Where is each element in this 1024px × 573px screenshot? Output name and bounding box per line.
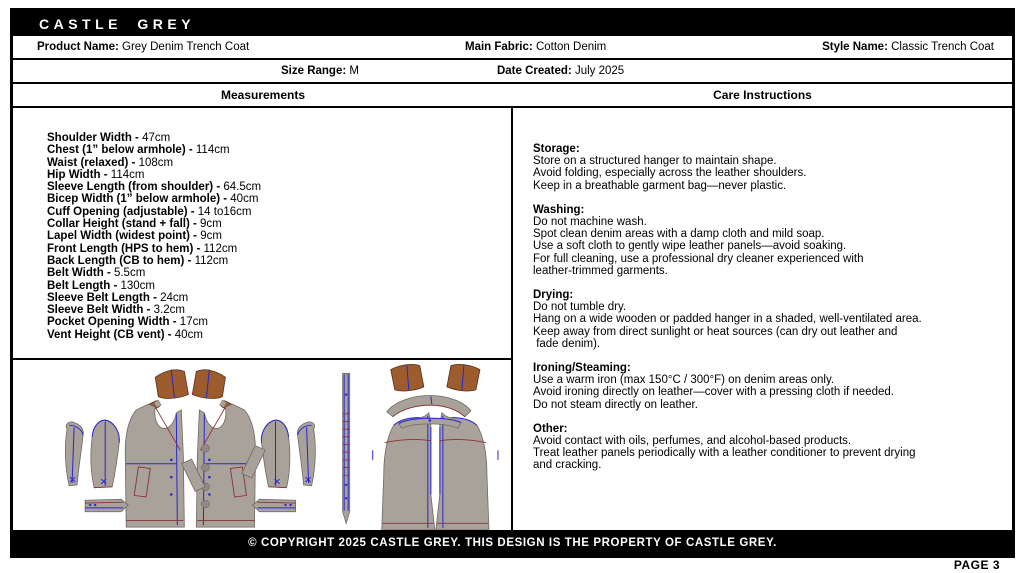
measurement-value: 114cm xyxy=(110,168,145,181)
care-section-title: Ironing/Steaming: xyxy=(533,362,631,375)
measurement-line xyxy=(47,304,511,316)
front-pattern-left-half xyxy=(65,370,188,528)
measurement-label: Collar Height (stand + fall) - xyxy=(47,218,201,231)
care-section-lines xyxy=(533,155,1012,192)
care-section-other xyxy=(533,423,1012,472)
waist-belt-piece xyxy=(343,373,350,523)
style-name-field xyxy=(795,41,1012,53)
main-fabric-value: Cotton Denim xyxy=(535,41,607,53)
back-pattern-left-half xyxy=(373,364,435,530)
care-line: Store on a structured hanger to maintain shape. xyxy=(533,155,777,168)
date-created-label: Date Created: xyxy=(496,65,575,77)
measurement-label: Shoulder Width - xyxy=(47,132,143,144)
measurement-line xyxy=(47,280,511,292)
measurement-label: Chest (1” below armhole) - xyxy=(47,144,196,157)
product-name-field xyxy=(13,41,465,53)
measurement-line xyxy=(47,316,511,328)
measurement-label: Pocket Opening Width - xyxy=(47,316,180,329)
measurement-value: 130cm xyxy=(120,279,155,292)
page-number: PAGE 3 xyxy=(953,558,1000,572)
measurement-line xyxy=(47,206,511,218)
measurement-line xyxy=(47,169,511,181)
measurement-label: Waist (relaxed) - xyxy=(47,156,139,169)
care-section-title: Drying: xyxy=(533,289,574,302)
pattern-sketch-panel xyxy=(13,360,511,530)
measurement-value: 64.5cm xyxy=(223,181,262,194)
care-section-lines xyxy=(533,435,1012,472)
style-name-label: Style Name: xyxy=(822,41,892,53)
brand-title-bar xyxy=(13,11,1012,36)
measurement-value: 5.5cm xyxy=(113,267,146,280)
measurement-line xyxy=(47,132,511,144)
style-name-value: Classic Trench Coat xyxy=(891,41,994,53)
care-section-storage xyxy=(533,143,1012,192)
care-section-ironing xyxy=(533,362,1012,411)
measurement-label: Front Length (HPS to hem) - xyxy=(47,242,204,255)
care-line: fade denim). xyxy=(533,337,601,350)
size-range-field xyxy=(281,65,359,77)
measurement-value: 3.2cm xyxy=(153,304,185,317)
care-line: Avoid contact with oils, perfumes, and alcohol-based products. xyxy=(533,435,852,448)
measurement-label: Belt Width - xyxy=(47,267,114,280)
measurement-value: 40cm xyxy=(174,328,203,341)
measurement-label: Bicep Width (1” below armhole) - xyxy=(47,193,231,206)
care-instructions-column xyxy=(513,108,1012,530)
product-name-label: Product Name: xyxy=(37,41,122,53)
care-line: and cracking. xyxy=(533,459,602,472)
care-section-drying xyxy=(533,289,1012,350)
measurement-label: Vent Height (CB vent) - xyxy=(47,328,175,341)
trench-coat-pattern-drawing xyxy=(13,360,511,530)
date-created-field xyxy=(497,65,624,77)
care-section-title: Washing: xyxy=(533,203,585,216)
main-fabric-field xyxy=(465,41,795,53)
measurement-label: Sleeve Length (from shoulder) - xyxy=(47,181,224,194)
measurement-line xyxy=(47,181,511,193)
care-section-title: Storage: xyxy=(533,143,580,155)
care-line: Hang on a wide wooden or padded hanger in a shaded, well-ventilated area. xyxy=(533,313,922,326)
measurement-line xyxy=(47,267,511,279)
brand-name: CASTLE GREY xyxy=(39,15,196,32)
measurement-line xyxy=(47,157,511,169)
measurement-value: 112cm xyxy=(194,254,229,267)
care-section-lines xyxy=(533,374,1012,411)
measurement-value: 9cm xyxy=(200,218,222,231)
measurement-value: 9cm xyxy=(200,230,222,243)
measurement-label: Cuff Opening (adjustable) - xyxy=(47,205,198,218)
measurement-value: 24cm xyxy=(160,291,189,304)
column-headers-row xyxy=(13,84,1012,108)
measurement-line xyxy=(47,329,511,341)
measurement-line xyxy=(47,193,511,205)
copyright-text: © COPYRIGHT 2025 CASTLE GREY. THIS DESIGN IS THE PROPERTY OF CASTLE GREY. xyxy=(248,536,777,549)
measurement-label: Sleeve Belt Width - xyxy=(47,304,154,317)
content-area xyxy=(13,108,1012,530)
copyright-footer-bar xyxy=(13,530,1012,555)
size-range-value: M xyxy=(349,65,359,77)
collar-pieces xyxy=(387,396,471,429)
care-instructions-header: Care Instructions xyxy=(713,88,812,102)
product-name-value: Grey Denim Trench Coat xyxy=(122,41,250,53)
measurement-value: 14 to16cm xyxy=(197,205,252,218)
info-row-1 xyxy=(13,36,1012,60)
care-line: leather-trimmed garments. xyxy=(533,264,668,277)
tech-pack-document xyxy=(10,8,1015,558)
care-line: Avoid ironing directly on leather—cover with a pressing cloth if needed. xyxy=(533,386,894,399)
care-section-title: Other: xyxy=(533,422,568,435)
measurement-value: 112cm xyxy=(203,242,238,255)
measurement-value: 114cm xyxy=(195,144,230,157)
care-line: Treat leather panels periodically with a leather conditioner to prevent drying xyxy=(533,447,916,460)
care-section-washing xyxy=(533,204,1012,277)
measurement-label: Lapel Width (widest point) - xyxy=(47,230,201,243)
measurement-value: 17cm xyxy=(179,316,208,329)
care-line: Keep in a breathable garment bag—never plastic. xyxy=(533,179,787,192)
measurement-label: Back Length (CB to hem) - xyxy=(47,254,195,267)
care-line: Use a soft cloth to gently wipe leather panels—avoid soaking. xyxy=(533,240,847,253)
date-created-value: July 2025 xyxy=(574,65,625,77)
back-pattern-right-half xyxy=(436,364,498,530)
measurement-line xyxy=(47,144,511,156)
main-fabric-label: Main Fabric: xyxy=(465,41,536,53)
measurement-line xyxy=(47,255,511,267)
measurement-value: 40cm xyxy=(230,193,259,206)
measurements-column xyxy=(13,108,513,530)
info-row-2 xyxy=(13,60,1012,84)
measurement-line xyxy=(47,218,511,230)
measurement-line xyxy=(47,243,511,255)
care-line: Spot clean denim areas with a damp cloth and mild soap. xyxy=(533,228,825,241)
care-line: Avoid folding, especially across the leather shoulders. xyxy=(533,167,807,180)
care-line: For full cleaning, use a professional dry cleaner experienced with xyxy=(533,252,864,265)
care-section-lines xyxy=(533,216,1012,277)
measurements-header: Measurements xyxy=(220,88,306,102)
care-line: Keep away from direct sunlight or heat sources (can dry out leather and xyxy=(533,325,898,338)
measurement-line xyxy=(47,292,511,304)
measurement-label: Hip Width - xyxy=(47,168,111,181)
measurement-line xyxy=(47,230,511,242)
care-line: Do not steam directly on leather. xyxy=(533,398,698,411)
measurements-list xyxy=(13,108,511,360)
care-line: Do not tumble dry. xyxy=(533,301,627,314)
care-line: Do not machine wash. xyxy=(533,216,647,229)
care-line: Use a warm iron (max 150°C / 300°F) on denim areas only. xyxy=(533,374,835,387)
measurement-value: 108cm xyxy=(138,156,174,169)
measurement-label: Belt Length - xyxy=(47,279,121,292)
measurement-label: Sleeve Belt Length - xyxy=(47,291,161,304)
size-range-label: Size Range: xyxy=(281,65,350,77)
care-section-lines xyxy=(533,301,1012,350)
measurement-value: 47cm xyxy=(142,132,171,144)
